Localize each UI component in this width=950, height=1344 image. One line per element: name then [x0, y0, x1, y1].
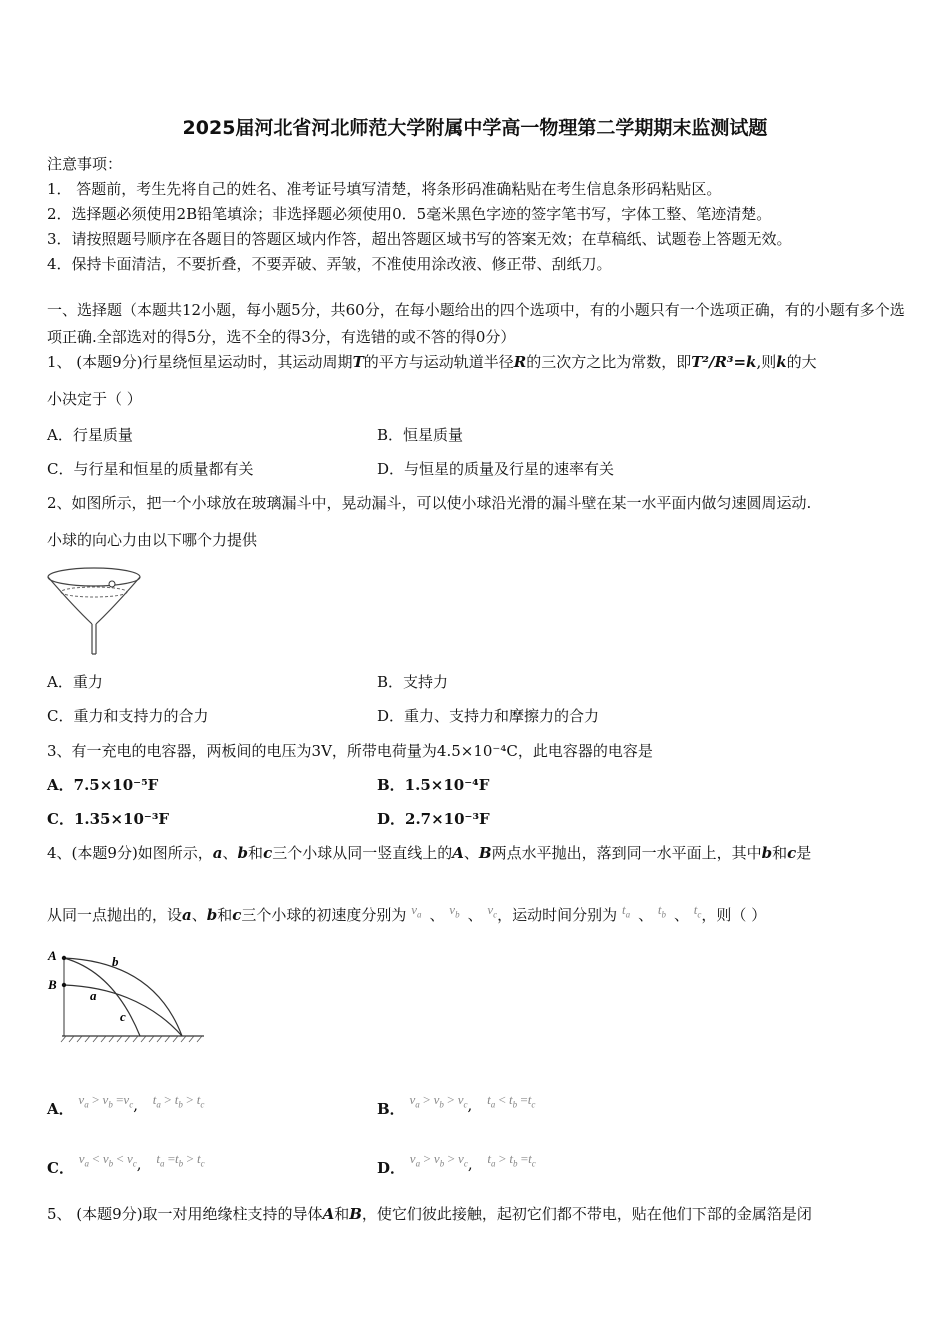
funnel-figure	[44, 562, 144, 658]
q4-option-a: A． $v_a > v_b =v_c$, $t_a > t_b > t_c$	[47, 1092, 205, 1118]
q1-option-d: D．与恒星的质量及行星的速率有关	[377, 460, 615, 478]
q1-stem: 1、 (本题9分)行星绕恒星运动时，其运动周期T的平方与运动轨道半径R的三次方之比为常数，即T²/R³=k,则k的大	[47, 353, 817, 371]
label-c: c	[120, 1009, 126, 1024]
q1-option-c: C．与行星和恒星的质量都有关	[47, 460, 254, 478]
q3-option-a: A．7.5×10⁻⁵F	[47, 776, 159, 794]
q2-option-c: C．重力和支持力的合力	[47, 707, 209, 725]
q1-option-b: B．恒星质量	[377, 426, 464, 444]
notice-item: 1． 答题前，考生先将自己的姓名、准考证号填写清楚，将条形码准确粘贴在考生信息条形码粘贴区。	[47, 180, 722, 198]
q4-option-c: C． $v_a < v_b < v_c$, $t_a =t_b > t_c$	[47, 1151, 205, 1177]
label-b: b	[112, 954, 119, 969]
page-title: 2025届河北省河北师范大学附属中学高一物理第二学期期末监测试题	[182, 117, 768, 139]
q1-option-a: A．行星质量	[47, 426, 133, 444]
section-header: 一、选择题（本题共12小题，每小题5分，共60分，在每小题给出的四个选项中，有的小题只有一个选项正确，有的小题有多个选项正确.全部选对的得5分，选不全的得3分，有选错的或不答的得0分）	[47, 301, 905, 346]
q2-stem-line2: 小球的向心力由以下哪个力提供	[47, 531, 258, 549]
q3-option-c: C．1.35×10⁻³F	[47, 810, 170, 828]
q1-formula: T²/R³=k	[691, 353, 757, 371]
notice-item: 4．保持卡面清洁，不要折叠，不要弄破、弄皱，不准使用涂改液、修正带、刮纸刀。	[47, 255, 612, 273]
q2-option-a: A．重力	[47, 673, 103, 691]
q2-option-b: B．支持力	[377, 673, 449, 691]
q5-stem: 5、 (本题9分)取一对用绝缘柱支持的导体A和B，使它们彼此接触，起初它们都不带电，贴在他们下部的金属箔是闭	[47, 1205, 812, 1223]
notice-item: 3．请按照题号顺序在各题目的答题区域内作答，超出答题区域书写的答案无效；在草稿纸、试题卷上答题无效。	[47, 230, 792, 248]
notice-heading: 注意事项：	[47, 155, 123, 173]
label-a: a	[90, 988, 97, 1003]
q3-stem: 3、有一充电的电容器，两板间的电压为3V，所带电荷量为4.5×10⁻⁴C，此电容器的电容是	[47, 742, 653, 760]
q4-option-d: D． $v_a > v_b > v_c$, $t_a > t_b =t_c$	[377, 1151, 536, 1177]
projectile-figure	[44, 942, 208, 1054]
label-B: B	[48, 977, 57, 992]
q1-stem-line2: 小决定于（ ）	[47, 390, 142, 408]
q3-option-b: B．1.5×10⁻⁴F	[377, 776, 490, 794]
label-A: A	[48, 948, 57, 963]
notice-item: 2．选择题必须使用2B铅笔填涂；非选择题必须使用0．5毫米黑色字迹的签字笔书写，字体工整、笔迹清楚。	[47, 205, 772, 223]
q2-option-d: D．重力、支持力和摩擦力的合力	[377, 707, 600, 725]
q3-option-d: D．2.7×10⁻³F	[377, 810, 490, 828]
q2-stem: 2、如图所示，把一个小球放在玻璃漏斗中，晃动漏斗，可以使小球沿光滑的漏斗壁在某一水平面内做匀速圆周运动.	[47, 494, 812, 512]
q4-option-b: B． $v_a > v_b > v_c$, $t_a < t_b =t_c$	[377, 1092, 536, 1118]
q4-stem: 4、(本题9分)如图所示，a、b和c三个小球从同一竖直线上的A、B两点水平抛出，落到同一水平面上，其中b和c是	[47, 844, 812, 862]
q4-stem-line2: 从同一点抛出的，设a、b和c三个小球的初速度分别为 $v_a$ 、 $v_b$ 、 $v_c$，运动时间分别为 $t_a$ 、 $t_b$ 、 $t_c$，则（ ）	[47, 902, 767, 924]
